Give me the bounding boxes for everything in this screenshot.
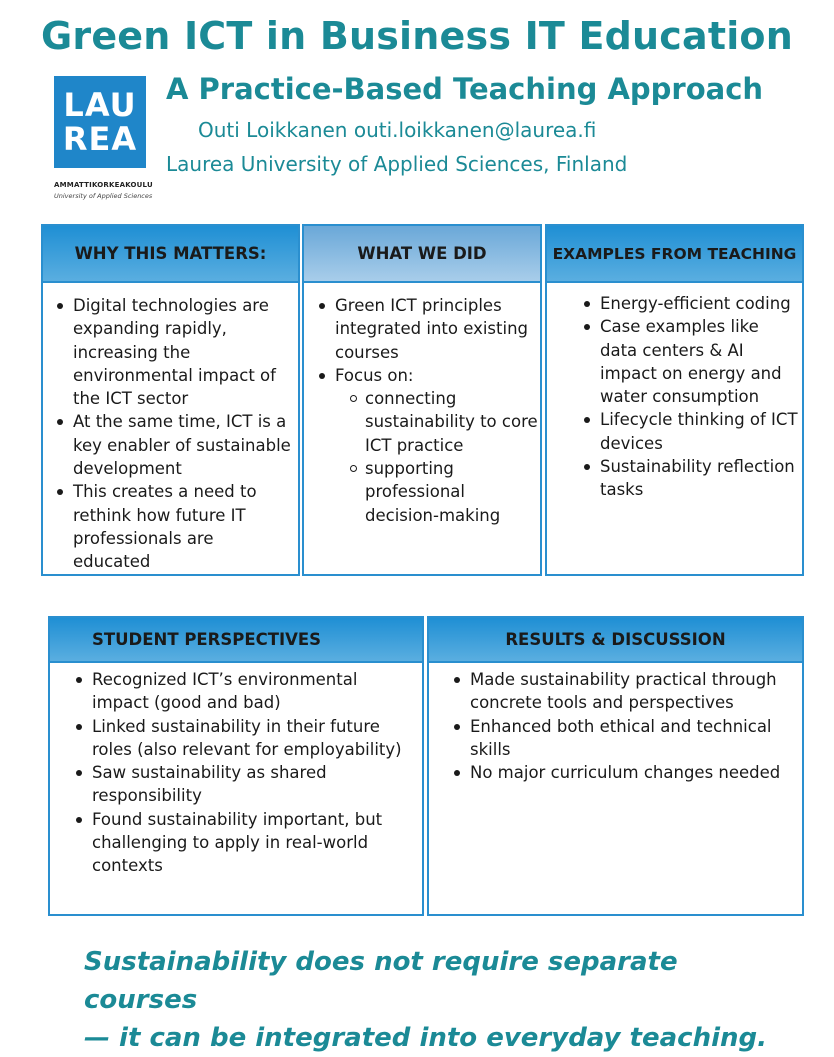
list-item: Saw sustainability as shared responsibility	[92, 761, 418, 808]
logo-subtitle-english: University of Applied Sciences	[54, 192, 153, 200]
list-item-text: Focus on:	[335, 365, 414, 385]
examples-heading: EXAMPLES FROM TEACHING	[552, 244, 797, 263]
conclusion-statement	[84, 943, 784, 1057]
examples-header	[545, 224, 804, 283]
results-heading: RESULTS & DISCUSSION	[505, 630, 726, 649]
list-item: No major curriculum changes needed	[470, 761, 796, 784]
what-we-did-content	[305, 294, 541, 527]
student-perspectives-heading: STUDENT PERSPECTIVES	[92, 630, 322, 649]
examples-content	[570, 292, 798, 502]
student-perspectives-content	[62, 668, 418, 878]
student-perspectives-header	[48, 616, 424, 663]
sub-list-item: supporting professional decision-making	[365, 457, 541, 527]
poster-title: Green ICT in Business IT Education	[40, 14, 793, 58]
examples-list	[570, 292, 798, 502]
list-item: Sustainability reflection tasks	[600, 455, 798, 502]
logo-subtitle: AMMATTIKORKEAKOULU	[54, 181, 153, 189]
conclusion-line-2: — it can be integrated into everyday teaching.	[84, 1023, 767, 1053]
results-content	[440, 668, 796, 784]
laurea-logo	[54, 76, 146, 168]
list-item: At the same time, ICT is a key enabler of sustainable development	[73, 410, 295, 480]
what-we-did-header	[302, 224, 542, 283]
focus-sublist	[335, 387, 541, 527]
results-header	[427, 616, 804, 663]
results-list	[440, 668, 796, 784]
list-item: This creates a need to rethink how future IT professionals are educated	[73, 480, 295, 573]
poster-subtitle: A Practice-Based Teaching Approach	[166, 72, 764, 106]
why-matters-header	[41, 224, 300, 283]
sub-list-item: connecting sustainability to core ICT practice	[365, 387, 541, 457]
what-we-did-list	[305, 294, 541, 527]
list-item: Green ICT principles integrated into existing courses	[335, 294, 541, 364]
list-item: Energy-efficient coding	[600, 292, 798, 315]
logo-line-2: REA	[62, 120, 138, 158]
conclusion-line-1: Sustainability does not require separate courses	[84, 947, 678, 1015]
student-perspectives-list	[62, 668, 418, 878]
author-line: Outi Loikkanen outi.loikkanen@laurea.fi	[198, 118, 597, 142]
list-item: Made sustainability practical through concrete tools and perspectives	[470, 668, 796, 715]
list-item: Digital technologies are expanding rapidly, increasing the environmental impact of the ICT sector	[73, 294, 295, 410]
affiliation-line: Laurea University of Applied Sciences, Finland	[166, 152, 628, 176]
logo-line-1: LAU	[63, 86, 137, 124]
list-item: Lifecycle thinking of ICT devices	[600, 408, 798, 455]
list-item: Enhanced both ethical and technical skills	[470, 715, 796, 762]
list-item: Case examples like data centers & AI impact on energy and water consumption	[600, 315, 798, 408]
list-item: Linked sustainability in their future roles (also relevant for employability)	[92, 715, 418, 762]
why-matters-list	[43, 294, 295, 574]
list-item: Recognized ICT’s environmental impact (good and bad)	[92, 668, 418, 715]
list-item: Found sustainability important, but challenging to apply in real-world contexts	[92, 808, 418, 878]
why-matters-content	[43, 294, 295, 574]
what-we-did-heading: WHAT WE DID	[357, 244, 487, 263]
why-matters-heading: WHY THIS MATTERS:	[74, 244, 267, 263]
list-item	[335, 364, 541, 527]
